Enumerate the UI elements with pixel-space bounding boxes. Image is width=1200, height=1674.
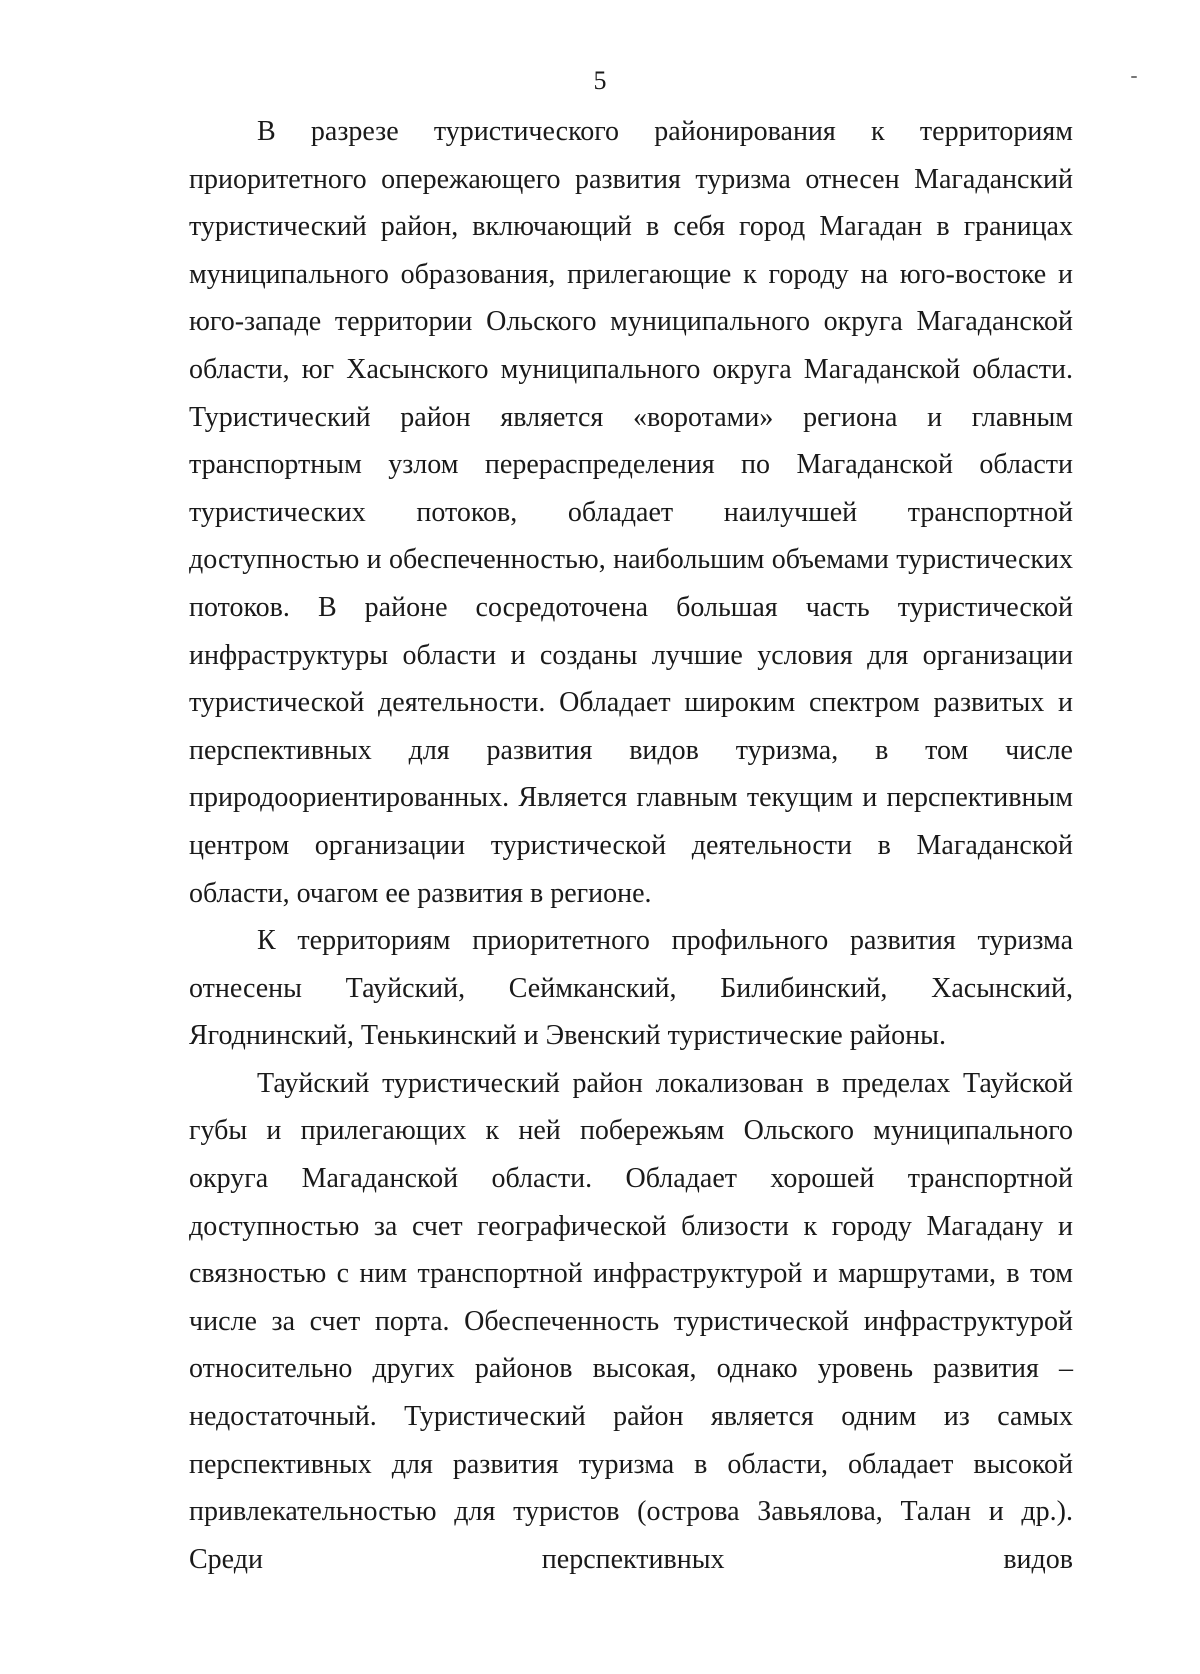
paragraph-tauysky-district: Тауйский туристический район локализован в пределах Тауйской губы и прилегающих к ней побережьям Ольского муниципального округа Магаданской области. Обладает хорошей транспортной доступностью за счет географической близости к городу Магадану и связностью с ним транспортной инфраструктурой и маршрутами, в том числе за счет порта. Обеспеченность туристической инфраструктурой относительно других районов высокая, однако уровень развития – недостаточный. Туристический район является одним из самых перспективных для развития туризма в области, обладает высокой привлекательностью для туристов (острова Завьялова, Талан и др.). Среди перспективных видов: [189, 1067, 1073, 1575]
document-body: [189, 108, 1073, 1583]
paragraph-magadan-district: В разрезе туристического районирования к территориям приоритетного опережающего развития туризма отнесен Магаданский туристический район, включающий в себя город Магадан в границах муниципального образования, прилегающие к городу на юго-востоке и юго-западе территории Ольского муниципального округа Магаданской области, юг Хасынского муниципального округа Магаданской области. Туристический район является «воротами» региона и главным транспортным узлом перераспределения по Магаданской области туристических потоков, обладает наилучшей транспортной доступностью и обеспеченностью, наибольшим объемами туристических потоков. В районе сосредоточена большая часть туристической инфраструктуры области и созданы лучшие условия для организации туристической деятельности. Обладает широким спектром развитых и перспективных для развития видов туризма, в том числе природоориентированных. Является главным текущим и перспективным центром организации туристической деятельности в Магаданской области, очагом ее развития в регионе.: [189, 116, 1073, 909]
page-number: 5: [593, 66, 607, 95]
paragraph-profile-territories: К территориям приоритетного профильного развития туризма отнесены Тауйский, Сеймканский, Билибинский, Хасынский, Ягоднинский, Тенькинский и Эвенский туристические районы.: [189, 925, 1073, 1052]
scan-speck: [1131, 76, 1137, 78]
